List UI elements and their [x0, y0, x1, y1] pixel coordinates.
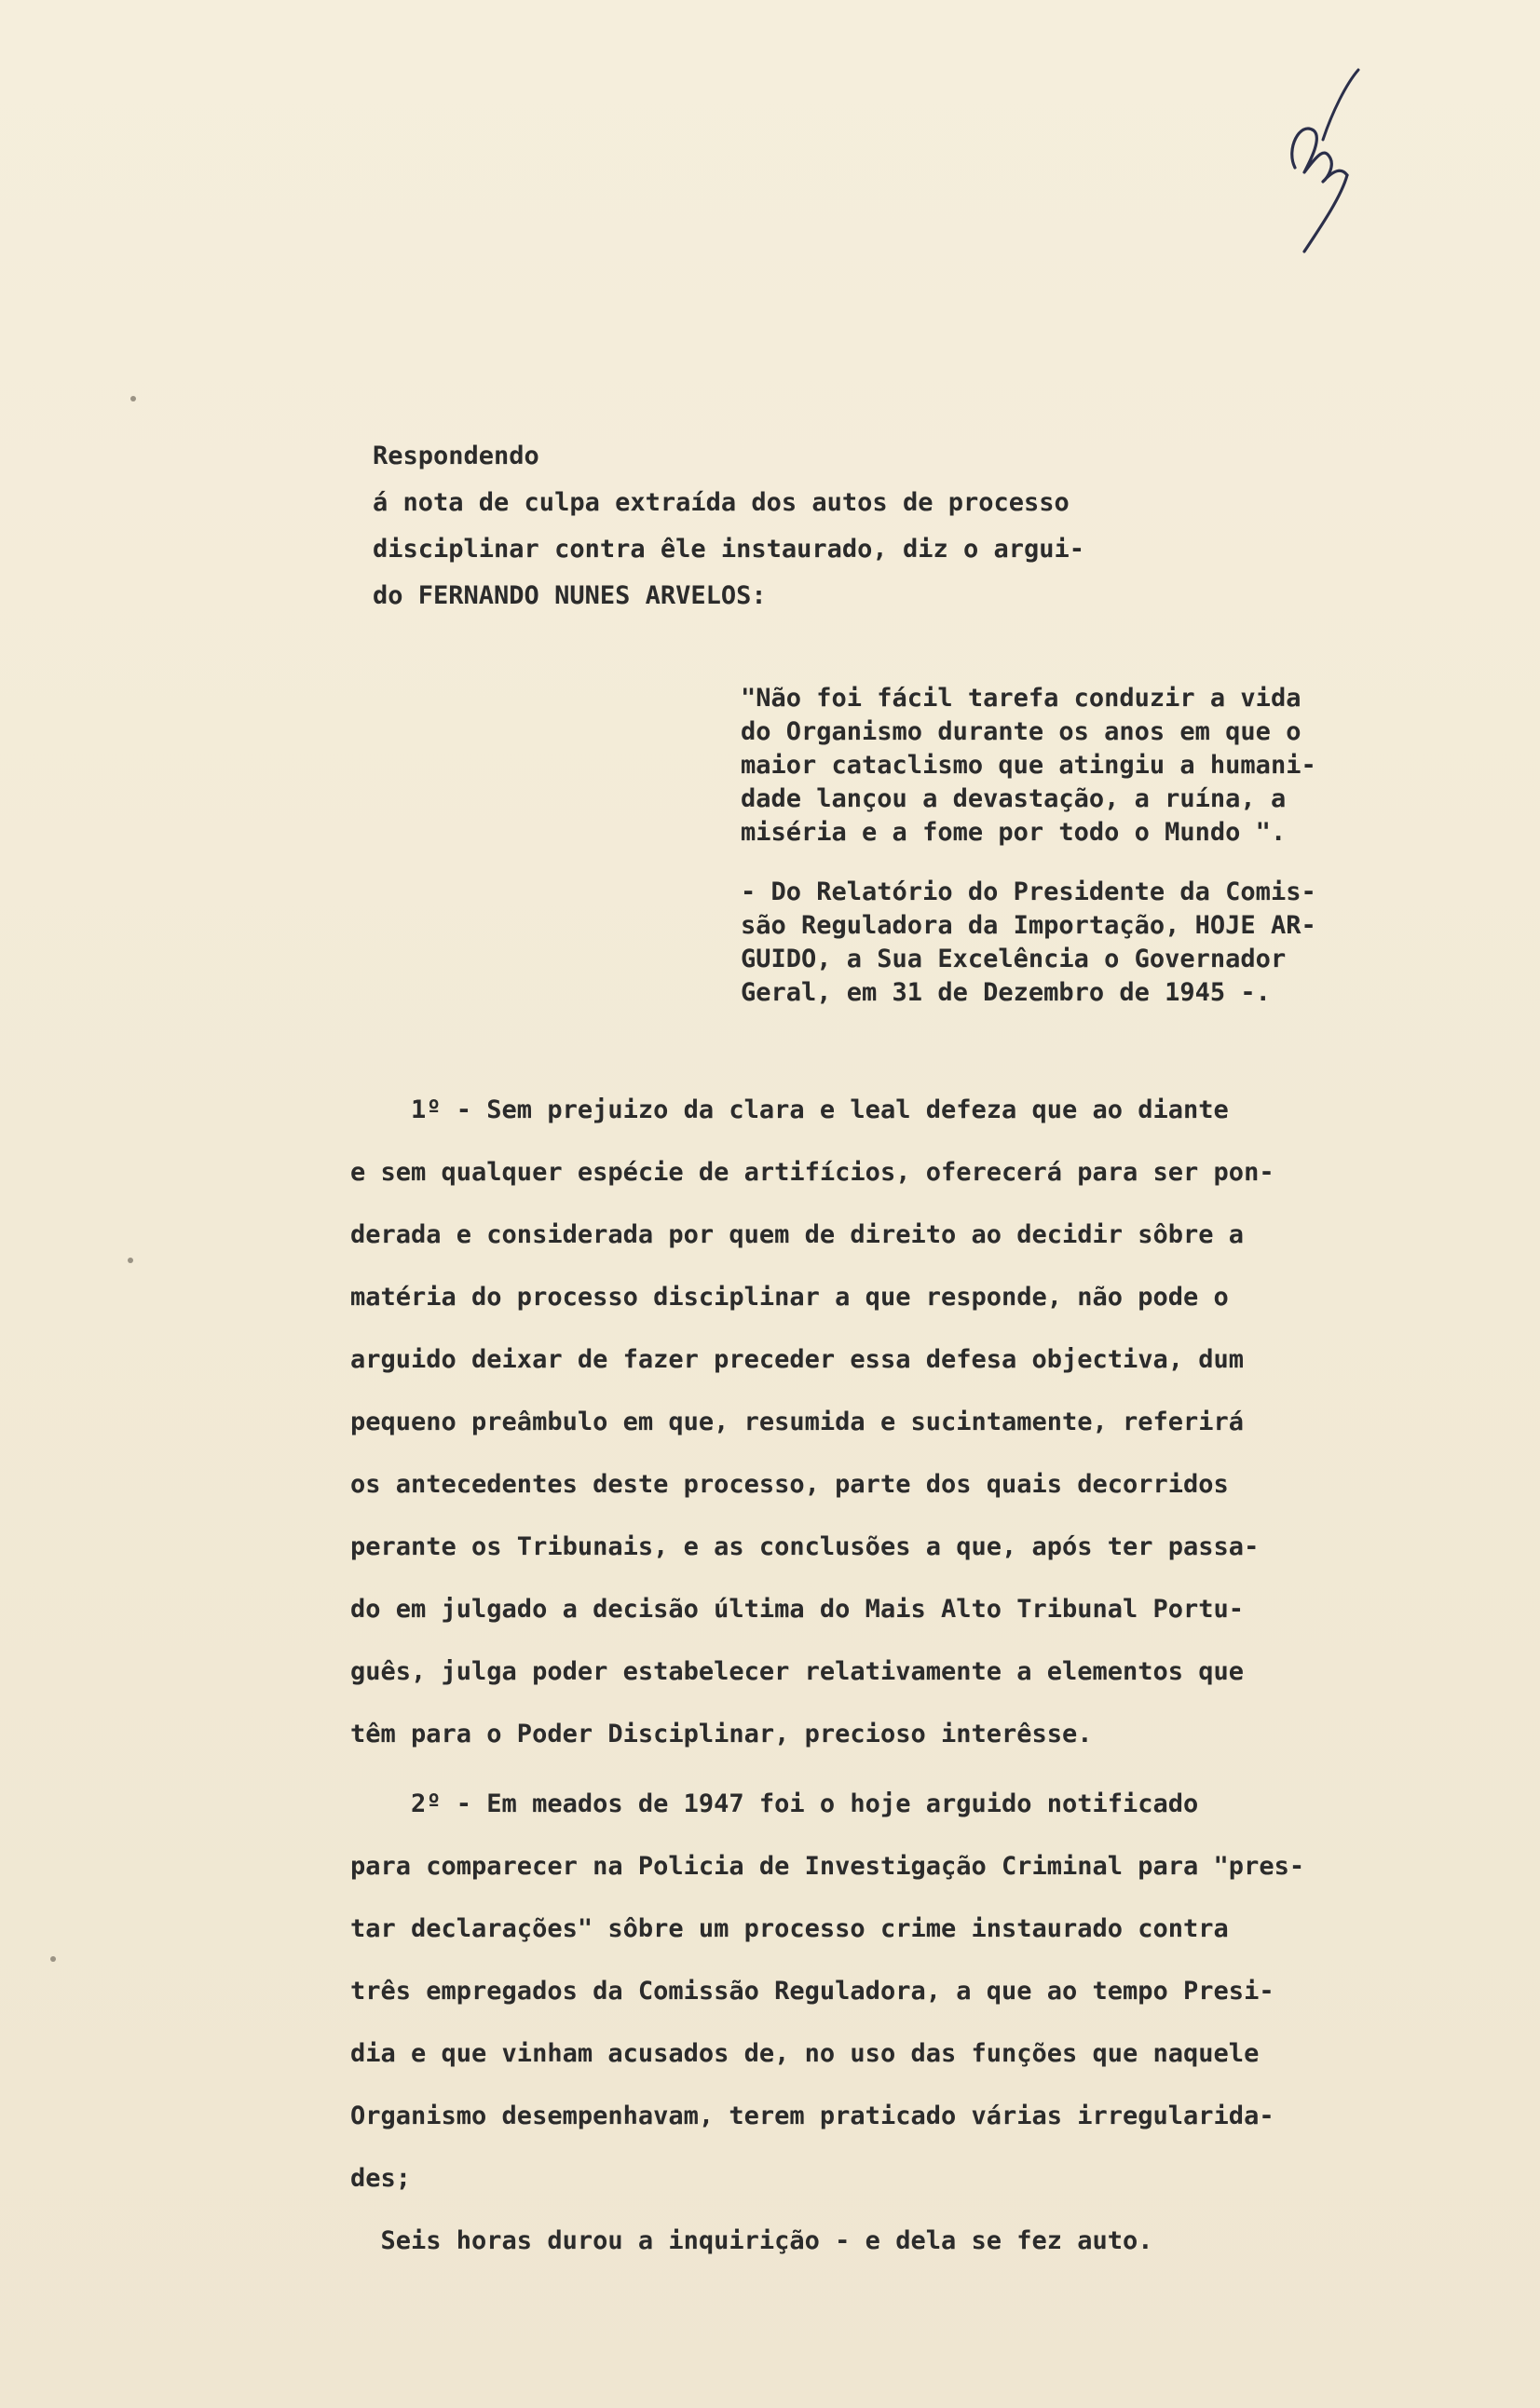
paragraph-line: Seis horas durou a inquirição - e dela se fez auto. [350, 2226, 1153, 2255]
intro-line: do FERNANDO NUNES ARVELOS: [373, 581, 767, 610]
paragraph-line: e sem qualquer espécie de artifícios, oferecerá para ser pon- [350, 1158, 1274, 1187]
epigraph [741, 682, 1486, 1010]
paper-speck [130, 396, 136, 401]
epigraph-quote-line: do Organismo durante os anos em que o [741, 717, 1302, 746]
epigraph-source-line: Geral, em 31 de Dezembro de 1945 -. [741, 978, 1271, 1007]
paragraph-line: dia e que vinham acusados de, no uso das funções que naquele [350, 2039, 1260, 2068]
epigraph-source-line: são Reguladora da Importação, HOJE AR- [741, 911, 1316, 940]
paragraph-line: matéria do processo disciplinar a que responde, não pode o [350, 1283, 1229, 1312]
paragraph-line: têm para o Poder Disciplinar, precioso interêsse. [350, 1720, 1093, 1748]
intro-line: á nota de culpa extraída dos autos de processo [373, 488, 1070, 517]
paragraph-line: arguido deixar de fazer preceder essa defesa objectiva, dum [350, 1345, 1245, 1374]
paragraph-line: pequeno preâmbulo em que, resumida e sucintamente, referirá [350, 1408, 1245, 1436]
paragraph-line: tar declarações" sôbre um processo crime instaurado contra [350, 1914, 1229, 1943]
epigraph-source-line: - Do Relatório do Presidente da Comis- [741, 877, 1316, 906]
paragraph-line: do em julgado a decisão última do Mais Alto Tribunal Portu- [350, 1595, 1245, 1624]
paragraph-line: 1º - Sem prejuizo da clara e leal defeza que ao diante [350, 1095, 1229, 1124]
paragraph-line: derada e considerada por quem de direito ao decidir sôbre a [350, 1220, 1245, 1249]
epigraph-quote-line: "Não foi fácil tarefa conduzir a vida [741, 684, 1302, 713]
paragraph-line: 2º - Em meados de 1947 foi o hoje arguido notificado [350, 1789, 1199, 1818]
paragraph-line: des; [350, 2164, 412, 2193]
epigraph-quote-line: maior cataclismo que atingiu a humani- [741, 751, 1316, 780]
paragraph-line: guês, julga poder estabelecer relativamente a elementos que [350, 1657, 1245, 1686]
paragraph-line: perante os Tribunais, e as conclusões a que, após ter passa- [350, 1532, 1260, 1561]
epigraph-source-line: GUIDO, a Sua Excelência o Governador [741, 945, 1287, 973]
handwritten-initials [1267, 65, 1370, 261]
paragraph-line: Organismo desempenhavam, terem praticado várias irregularida- [350, 2102, 1274, 2130]
body-text [350, 1079, 1487, 2272]
paragraph-line: os antecedentes deste processo, parte dos quais decorridos [350, 1470, 1229, 1499]
intro-line: Respondendo [373, 442, 539, 470]
paragraph-line: três empregados da Comissão Reguladora, a que ao tempo Presi- [350, 1977, 1274, 2006]
paper-speck [128, 1258, 133, 1263]
epigraph-quote-line: dade lançou a devastação, a ruína, a [741, 784, 1287, 813]
paragraph-1 [350, 1079, 1487, 1765]
paper-speck [50, 1956, 56, 1962]
paragraph-line: para comparecer na Policia de Investigação Criminal para "pres- [350, 1852, 1305, 1881]
paragraph-2 [350, 1773, 1487, 2210]
intro-block [373, 433, 1286, 619]
epigraph-quote-line: miséria e a fome por todo o Mundo ". [741, 818, 1287, 847]
intro-line: disciplinar contra êle instaurado, diz o argui- [373, 535, 1085, 564]
paragraph-3 [350, 2210, 1487, 2272]
